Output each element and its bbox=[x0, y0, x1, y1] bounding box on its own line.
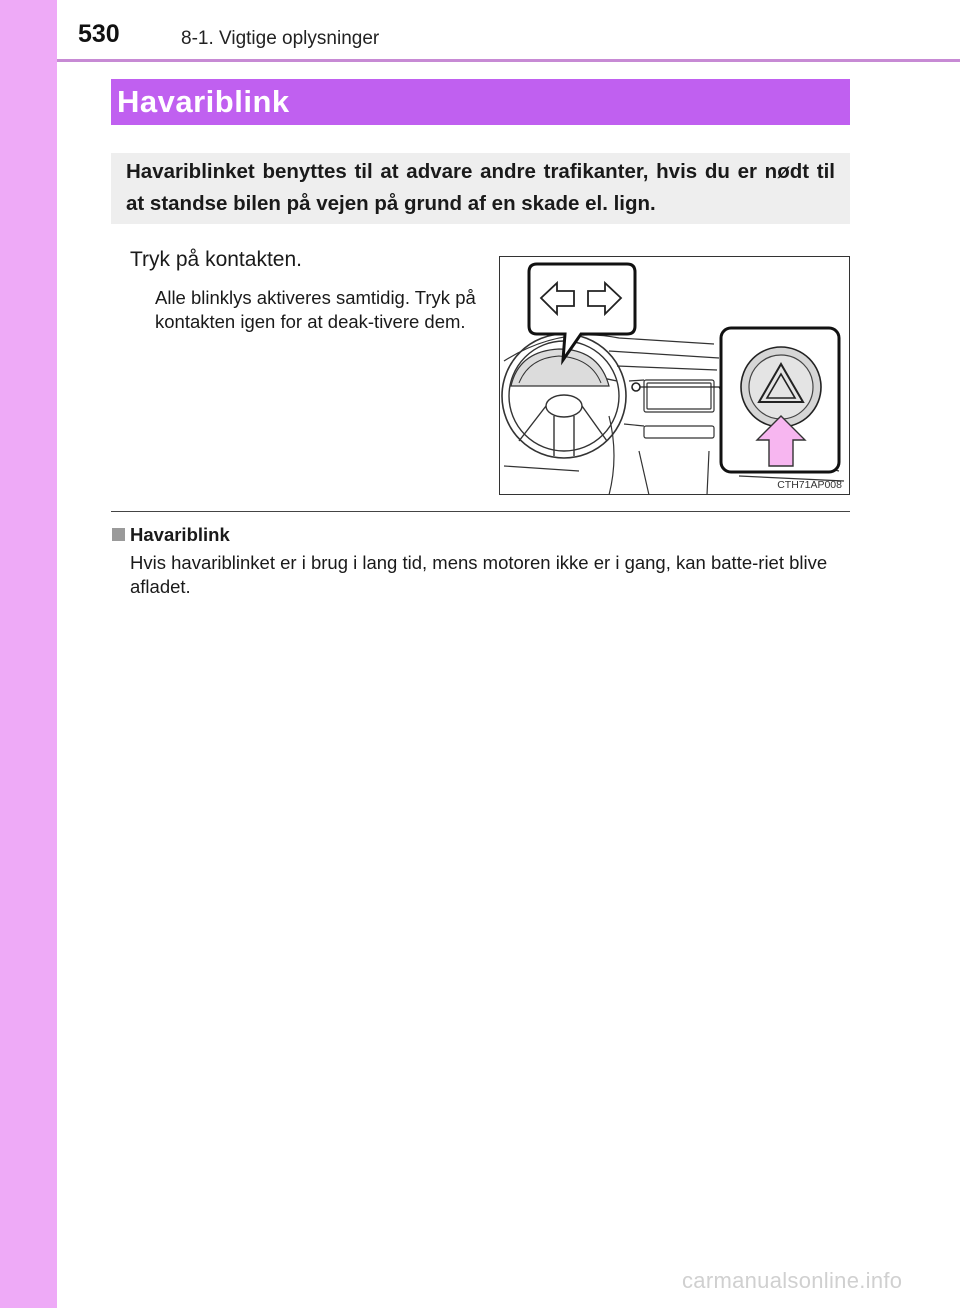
step-instruction: Tryk på kontakten. bbox=[130, 248, 302, 271]
section-divider bbox=[111, 511, 850, 512]
section-title: Havariblink bbox=[117, 84, 290, 119]
square-bullet-icon bbox=[112, 528, 125, 541]
side-chapter-strip bbox=[0, 0, 57, 1308]
chapter-title: 8-1. Vigtige oplysninger bbox=[181, 28, 380, 49]
figure-code: CTH71AP008 bbox=[777, 479, 842, 491]
header-divider bbox=[57, 59, 960, 62]
note-heading: Havariblink bbox=[130, 524, 230, 545]
step-note: Alle blinklys aktiveres samtidig. Tryk på kontakten igen for at deak-tivere dem. bbox=[155, 287, 476, 332]
watermark: carmanualsonline.info bbox=[682, 1268, 903, 1293]
intro-text: Havariblinket benyttes til at advare andre trafikanter, hvis du er nødt til at standse bilen på vejen på grund af en skade el. lign. bbox=[126, 160, 835, 215]
note-body: Hvis havariblinket er i brug i lang tid, mens motoren ikke er i gang, kan batte-riet blive afladet. bbox=[130, 552, 828, 597]
page-number: 530 bbox=[78, 20, 120, 48]
hazard-switch-illustration bbox=[499, 256, 850, 495]
